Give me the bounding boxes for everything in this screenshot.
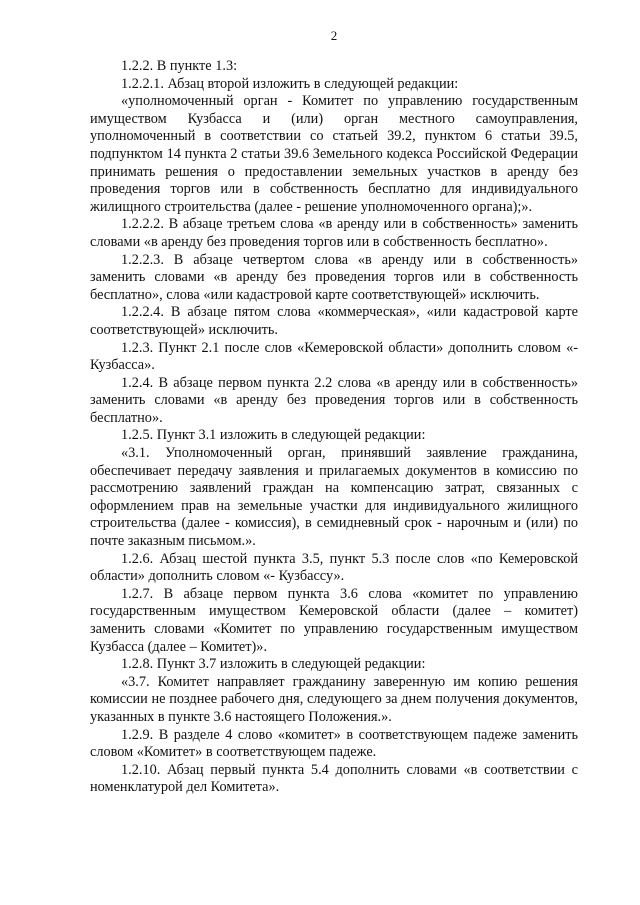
paragraph-1-2-10: 1.2.10. Абзац первый пункта 5.4 дополнить словами «в соответствии с номенклатурой дел Комитета».	[90, 761, 578, 796]
paragraph-1-2-4: 1.2.4. В абзаце первом пункта 2.2 слова «в аренду или в собственность» заменить словами «в аренду без проведения торгов или в собственность бесплатно».	[90, 374, 578, 426]
paragraph-1-2-3: 1.2.3. Пункт 2.1 после слов «Кемеровской области» дополнить словом «- Кузбасса».	[90, 339, 578, 374]
paragraph-1-2-2-1: 1.2.2.1. Абзац второй изложить в следующей редакции:	[121, 75, 459, 92]
paragraph-1-2-5: 1.2.5. Пункт 3.1 изложить в следующей редакции:	[121, 427, 426, 444]
document-page	[90, 28, 578, 797]
paragraph-1-2-2-2: 1.2.2.2. В абзаце третьем слова «в аренду или в собственность» заменить словами «в аренду без проведения торгов или в собственность бесплатно».	[90, 216, 578, 250]
paragraph-1-2-9: 1.2.9. В разделе 4 слово «комитет» в соответствующем падеже заменить словом «Комитет» в соответствующем падеже.	[90, 726, 578, 761]
paragraph-quoted-authorized-body: «уполномоченный орган - Комитет по управлению государственным имуществом Кузбасса и (или) орган местного самоуправления, уполномоченный в соответствии со статьей 39.2, пунктом 6 статьи 39.5, подпунктом 14 пункта 2 статьи 39.6 Земельного кодекса Российской Федерации принимать решения о предоставлении земельных участков в аренду без проведения торгов или в собственность бесплатно для индивидуального жилищного строительства (далее - решение уполномоченного органа);».	[90, 93, 578, 215]
paragraph-quoted-3-1: «3.1. Уполномоченный орган, принявший заявление гражданина, обеспечивает передачу заявления и прилагаемых документов в комиссию по рассмотрению заявлений граждан на компенсацию затрат, связанных с оформлением прав на земельные участки для индивидуального жилищного строительства (далее - комиссия), в семидневный срок - нарочным и (или) по почте заказным письмом.».	[90, 445, 578, 550]
paragraph-1-2-2-3: 1.2.2.3. В абзаце четвертом слова «в аренду или в собственность» заменить словами «в аренду без проведения торгов или в собственность бесплатно», слова «или кадастровой карте соответствующей» исключить.	[90, 251, 578, 303]
paragraph-1-2-2-4: 1.2.2.4. В абзаце пятом слова «коммерческая», «или кадастровой карте соответствующей» исключить.	[90, 304, 578, 338]
paragraph-quoted-3-7: «3.7. Комитет направляет гражданину заверенную им копию решения комиссии не позднее рабочего дня, следующего за днем получения документов, указанных в пункте 3.6 настоящего Положения.».	[90, 673, 578, 725]
paragraph-1-2-6: 1.2.6. Абзац шестой пункта 3.5, пункт 5.3 после слов «по Кемеровской области» дополнить словом «- Кузбассу».	[90, 550, 578, 585]
paragraph-1-2-7: 1.2.7. В абзаце первом пункта 3.6 слова «комитет по управлению государственным имуществом Кемеровской области (далее – комитет) заменить словами «Комитет по управлению государственным имуществом Кузбасса (далее – Комитет)».	[90, 585, 578, 655]
paragraph-1-2-8: 1.2.8. Пункт 3.7 изложить в следующей редакции:	[121, 656, 426, 673]
paragraph-1-2-2: 1.2.2. В пункте 1.3:	[121, 58, 238, 74]
page-number: 2	[330, 28, 338, 43]
